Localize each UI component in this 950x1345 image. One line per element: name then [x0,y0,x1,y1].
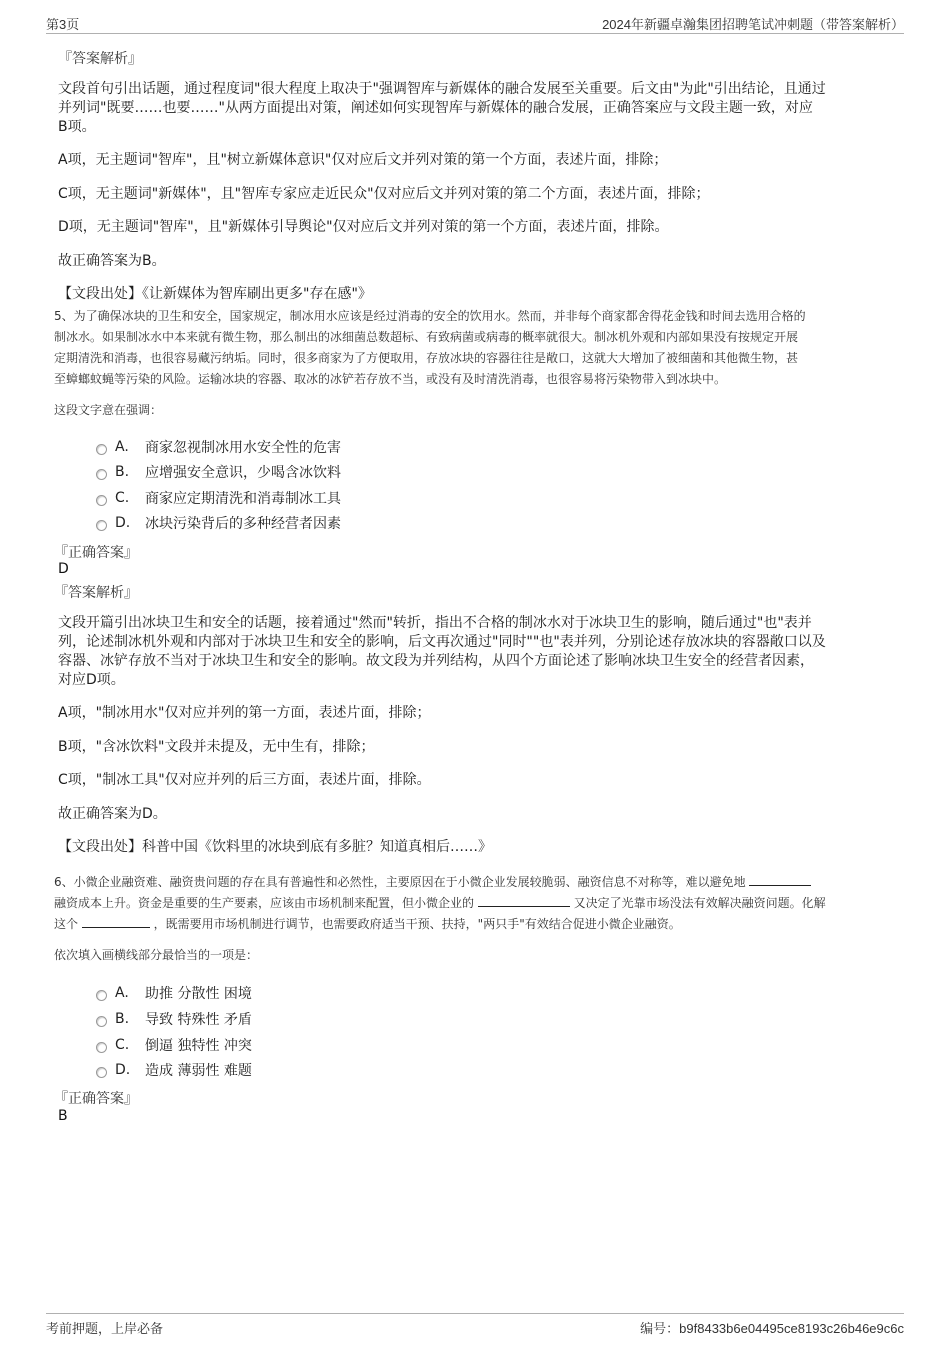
q6-option-d[interactable]: D. 造成 薄弱性 难题 [96,1060,252,1080]
q5-analysis-line: 对应D项。 [58,672,125,688]
q6-stem-line: 6、小微企业融资难、融资贵问题的存在具有普遍性和必然性，主要原因在于小微企业发展较脆弱、融资信息不对称等，难以避免地 [54,872,904,893]
option-text: 应增强安全意识，少喝含冰饮料 [145,465,341,481]
footer-slogan: 考前押题，上岸必备 [46,1321,164,1336]
radio-icon[interactable] [96,444,107,455]
q4-analysis-line: 并列词"既要……也要……"从两方面提出对策，阐述如何实现智库与新媒体的融合发展，正确答案应与文段主题一致，对应 [58,100,813,116]
q4-analysis-line: 文段首句引出话题，通过程度词"很大程度上取决于"强调智库与新媒体的融合发展至关重要。后文由"为此"引出结论，且通过 [58,81,826,97]
fill-blank-3 [82,915,150,928]
q6-answer: B [58,1108,68,1124]
q5-stem-line: 定期清洗和消毒，也很容易藏污纳垢。同时，很多商家为了方便取用，存放冰块的容器往往是敞口，这就大大增加了被细菌和其他微生物，甚 [54,351,799,365]
page-number: 第3页 [46,17,80,32]
q5-stem-line: 制冰水。如果制冰水中本来就有微生物，那么制出的冰细菌总数超标、有致病菌或病毒的概率就很大。制冰机外观和内部如果没有按规定开展 [54,330,799,344]
option-text: 商家应定期清洗和消毒制冰工具 [145,491,341,507]
q4-conclusion: 故正确答案为B。 [58,253,166,269]
q6-answer-heading: 『正确答案』 [54,1091,138,1107]
q5-stem [54,306,904,390]
q6-stem [54,872,904,935]
q5-stem-line: 5、为了确保冰块的卫生和安全，国家规定，制冰用水应该是经过消毒的安全的饮用水。然而，并非每个商家都舍得花金钱和时间去选用合格的 [54,309,806,323]
q5-analysis [58,614,898,690]
q5-conclusion: 故正确答案为D。 [58,806,167,822]
document-serial: 编号：b9f8433b6e04495ce8193c26b46e9c6c [640,1321,904,1336]
radio-icon[interactable] [96,520,107,531]
option-text: 造成 薄弱性 难题 [145,1063,252,1079]
q5-option-b[interactable]: B. 应增强安全意识，少喝含冰饮料 [96,462,341,482]
q4-analysis-heading: 『答案解析』 [58,51,142,67]
page-header [46,14,904,34]
q4-note-c: C项，无主题词"新媒体"，且"智库专家应走近民众"仅对应后文并列对策的第二个方面，表述片面，排除； [58,186,710,202]
fill-blank-2 [478,894,570,907]
option-text: 倒逼 独特性 冲突 [145,1038,252,1054]
radio-icon[interactable] [96,495,107,506]
q6-option-c[interactable]: C. 倒逼 独特性 冲突 [96,1035,252,1055]
option-text: 导致 特殊性 矛盾 [145,1012,252,1028]
q5-stem-line: 至蟑螂蚊蝇等污染的风险。运输冰块的容器、取冰的冰铲若存放不当，或没有及时清洗消毒，也很容易将污染物带入到冰块中。 [54,372,727,386]
q5-note-b: B项，"含冰饮料"文段并未提及，无中生有，排除； [58,739,375,755]
q6-option-a[interactable]: A. 助推 分散性 困境 [96,983,252,1003]
page-footer [46,1313,904,1337]
q6-prompt: 依次填入画横线部分最恰当的一项是： [54,948,259,962]
radio-icon[interactable] [96,1067,107,1078]
q5-option-d[interactable]: D. 冰块污染背后的多种经营者因素 [96,513,341,533]
option-text: 冰块污染背后的多种经营者因素 [145,516,341,532]
q6-stem-line: 这个 ，既需要用市场机制进行调节，也需要政府适当干预、扶持，"两只手"有效结合促进小微企业融资。 [54,917,681,931]
option-text: 助推 分散性 困境 [145,986,252,1002]
q4-source: 【文段出处】《让新媒体为智库刷出更多"存在感"》 [58,286,372,302]
q5-option-c[interactable]: C. 商家应定期清洗和消毒制冰工具 [96,488,341,508]
fill-blank-1 [749,873,811,886]
q4-analysis-line: B项。 [58,119,96,135]
q5-source: 【文段出处】科普中国《饮料里的冰块到底有多脏？知道真相后……》 [58,839,492,855]
radio-icon[interactable] [96,1016,107,1027]
q6-stem-line: 融资成本上升。资金是重要的生产要素，应该由市场机制来配置，但小微企业的 又决定了光靠市场没法有效解决融资问题。化解 [54,896,826,910]
option-text: 商家忽视制冰用水安全性的危害 [145,440,341,456]
q5-analysis-heading: 『答案解析』 [54,585,138,601]
radio-icon[interactable] [96,469,107,480]
q5-note-c: C项，"制冰工具"仅对应并列的后三方面，表述片面，排除。 [58,772,431,788]
radio-icon[interactable] [96,990,107,1001]
q4-note-d: D项，无主题词"智库"，且"新媒体引导舆论"仅对应后文并列对策的第一个方面，表述片面，排除。 [58,219,669,235]
q5-analysis-line: 文段开篇引出冰块卫生和安全的话题，接着通过"然而"转折，指出不合格的制冰水对于冰块卫生的影响，随后通过"也"表并 [58,615,812,631]
radio-icon[interactable] [96,1042,107,1053]
q5-analysis-line: 列，论述制冰机外观和内部对于冰块卫生和安全的影响，后文再次通过"同时""也"表并列，分别论述存放冰块的容器敞口以及 [58,634,826,650]
q4-note-a: A项，无主题词"智库"，且"树立新媒体意识"仅对应后文并列对策的第一个方面，表述片面，排除； [58,152,668,168]
q5-option-a[interactable]: A. 商家忽视制冰用水安全性的危害 [96,437,341,457]
document-title: 2024年新疆卓瀚集团招聘笔试冲刺题（带答案解析） [602,17,904,32]
q4-analysis [58,80,898,137]
q5-analysis-line: 容器、冰铲存放不当对于冰块卫生和安全的影响。故文段为并列结构，从四个方面论述了影响冰块卫生安全的经营者因素， [58,653,814,669]
q5-answer: D [58,561,69,577]
q5-prompt: 这段文字意在强调： [54,403,163,417]
q5-note-a: A项，"制冰用水"仅对应并列的第一方面，表述片面，排除； [58,705,431,721]
q5-answer-heading: 『正确答案』 [54,545,138,561]
q6-option-b[interactable]: B. 导致 特殊性 矛盾 [96,1009,252,1029]
